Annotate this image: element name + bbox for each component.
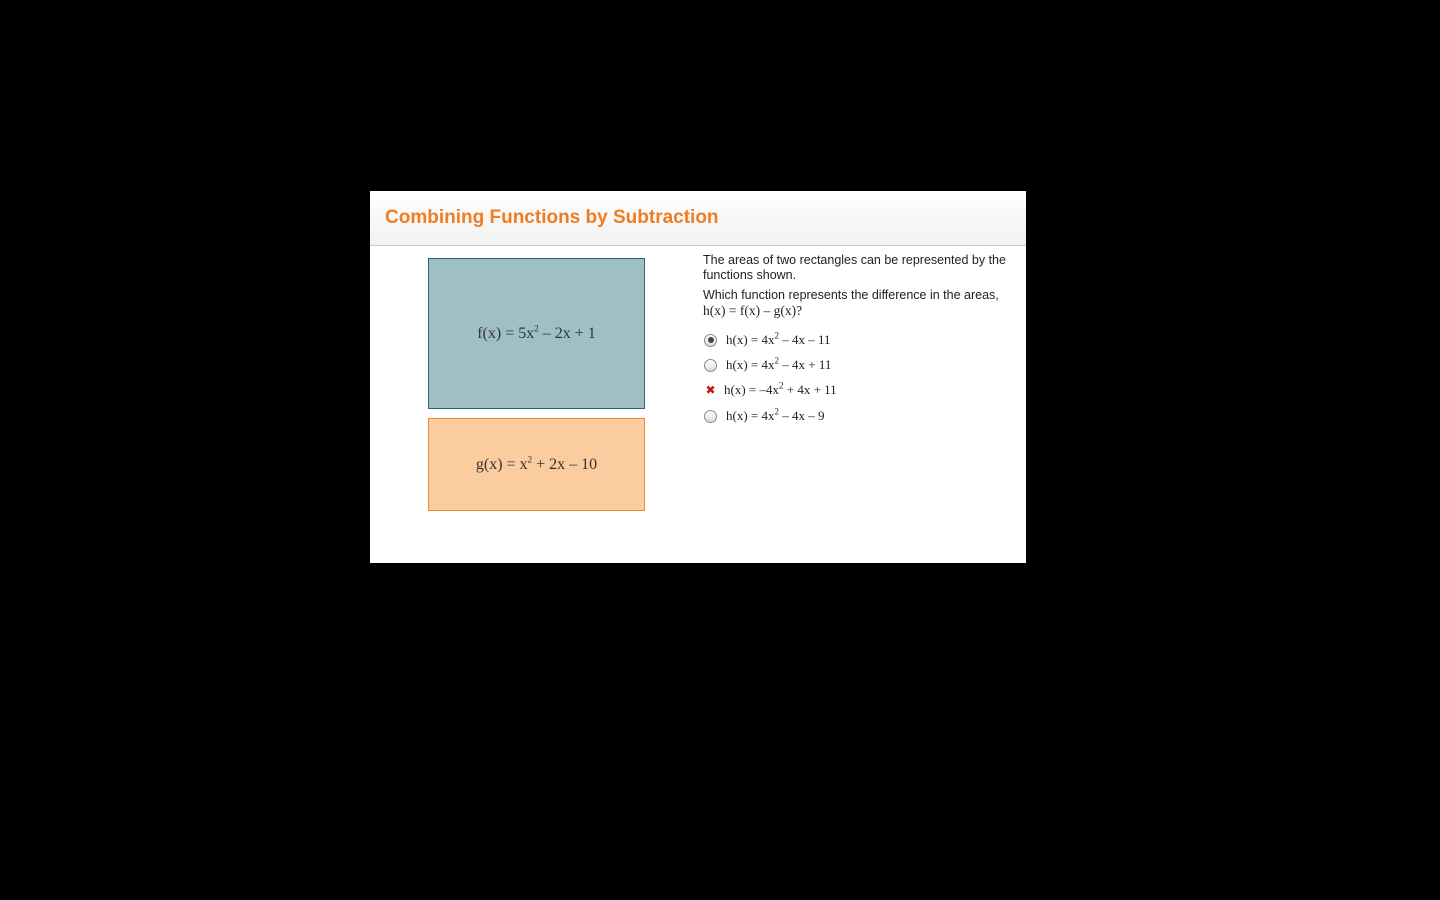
answer-choice-label: $h(x) = 4x^2 - 4x - 9$ — [726, 406, 825, 423]
function-g-label: $g(x) = x^2 + 2x - 10$ — [475, 454, 598, 473]
answer-choice-4[interactable] — [704, 407, 825, 425]
answer-choice-2[interactable] — [704, 356, 831, 374]
lesson-title: Combining Functions by Subtraction — [385, 207, 719, 228]
question-prompt: Which function represents the difference in the areas, h(x) = f(x) – g(x)? — [703, 288, 999, 318]
radio-selected-icon[interactable] — [704, 334, 717, 347]
question-formula: h(x) = f(x) – g(x)? — [703, 303, 803, 318]
lesson-panel — [370, 191, 1026, 563]
rectangle-g — [428, 418, 645, 511]
answer-choice-1[interactable] — [704, 331, 831, 349]
answer-choice-3[interactable] — [704, 381, 837, 399]
radio-icon[interactable] — [704, 410, 717, 423]
question-intro: The areas of two rectangles can be represented by the functions shown. — [703, 253, 1006, 282]
lesson-header — [370, 191, 1026, 246]
function-f-label: $f(x) = 5x^2 - 2x + 1$ — [477, 323, 596, 342]
answer-choice-label: $h(x) = 4x^2 - 4x + 11$ — [726, 355, 832, 372]
x-mark-icon: ✖ — [705, 383, 716, 397]
rectangle-f — [428, 258, 645, 409]
answer-choice-label: $h(x) = 4x^2 - 4x - 11$ — [726, 330, 831, 347]
answer-choice-label: $h(x) = -4x^2 + 4x + 11$ — [724, 380, 837, 397]
radio-icon[interactable] — [704, 359, 717, 372]
